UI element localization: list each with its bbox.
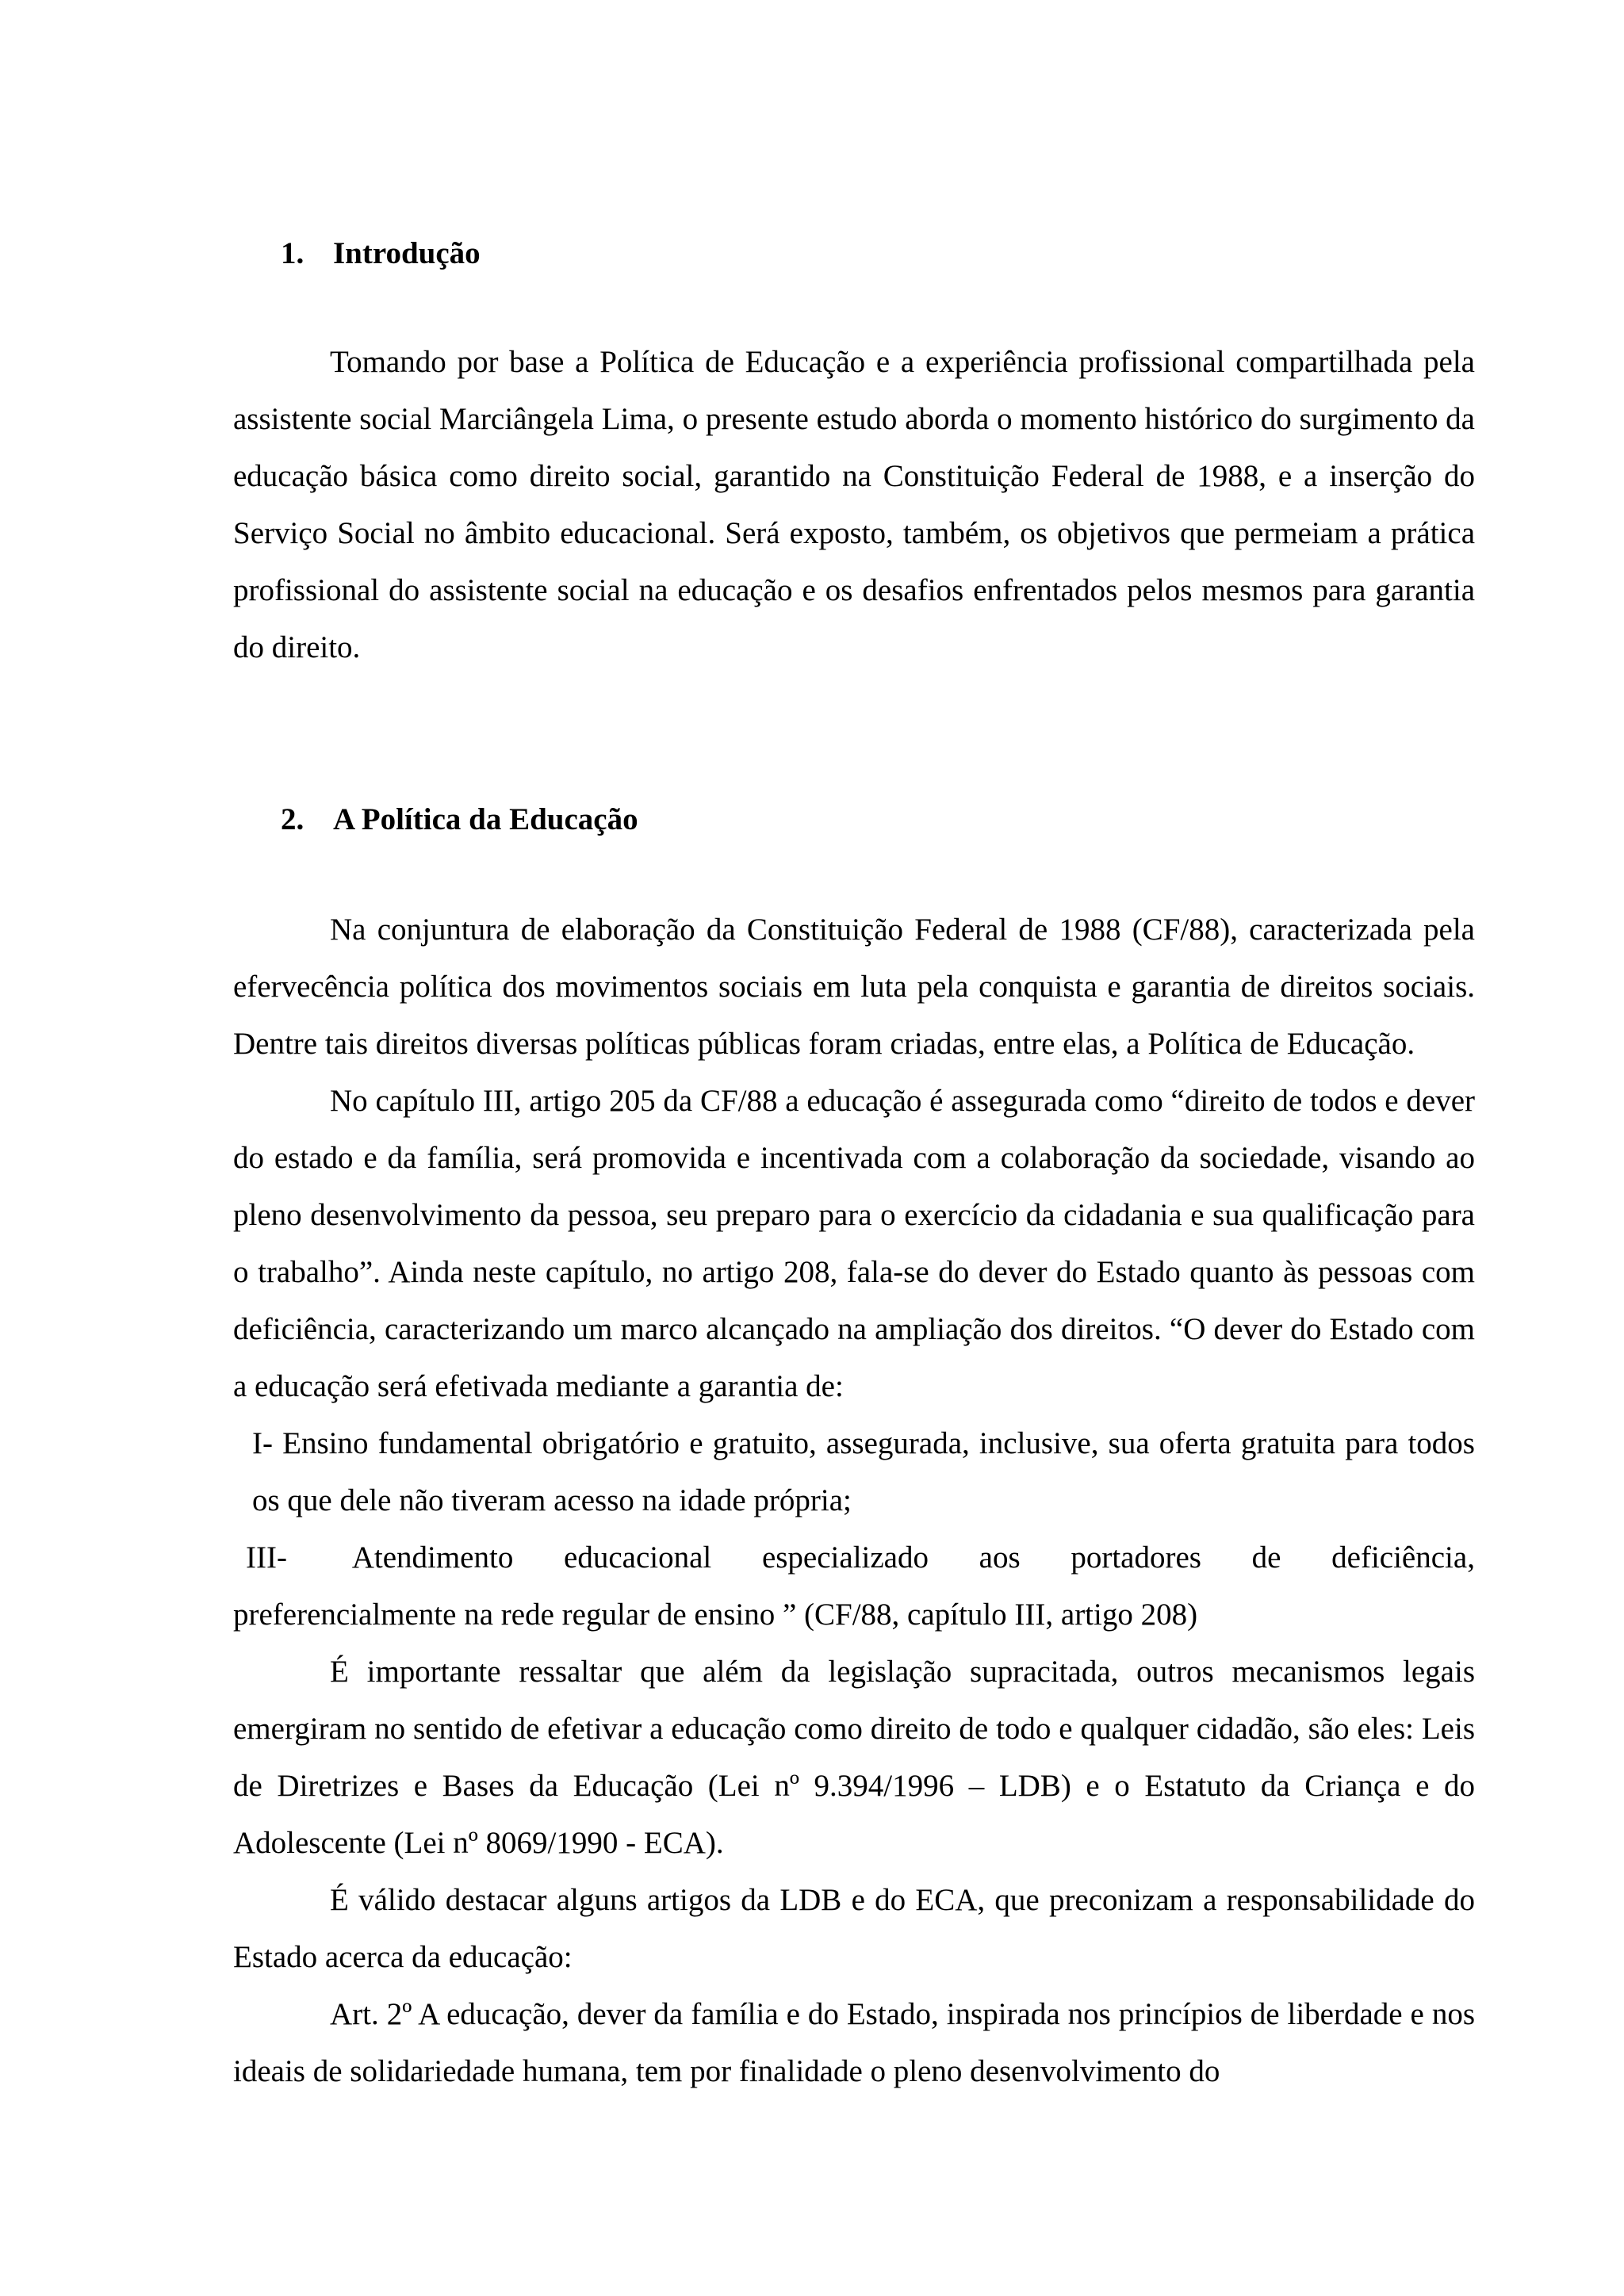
intro-paragraph: Tomando por base a Política de Educação e a experiência profissional compartilhada pela assistente social Marciângela Lima, o presente estudo aborda o momento histórico do surgimento da educação básica como direito social, garantido na Constituição Federal de 1988, e a inserção do Serviço Social no âmbito educacional. Será exposto, também, os objetivos que permeiam a prática profissional do assistente social na educação e os desafios enfrentados pelos mesmos para garantia do direito. [233, 345, 1475, 664]
paragraph: É importante ressaltar que além da legislação supracitada, outros mecanismos legais emergiram no sentido de efetivar a educação como direito de todo e qualquer cidadão, são eles: Leis de Diretrizes e Bases da Educação (Lei nº 9.394/1996 – LDB) e o Estatuto da Criança e do Adolescente (Lei nº 8069/1990 - ECA). [233, 1655, 1475, 1860]
word: deficiência, [1331, 1540, 1475, 1575]
word: aos [979, 1540, 1021, 1575]
paragraph: Art. 2º A educação, dever da família e do Estado, inspirada nos princípios de liberdade e nos ideais de solidariedade humana, tem por finalidade o pleno desenvolvimento do [233, 1997, 1475, 2088]
word: educacional [564, 1540, 712, 1575]
word: de [1251, 1540, 1281, 1575]
list-item-line [233, 1529, 1475, 1586]
paragraph: Na conjuntura de elaboração da Constituição Federal de 1988 (CF/88), caracterizada pela efervecência política dos movimentos sociais em luta pela conquista e garantia de direitos sociais. Dentre tais direitos diversas políticas públicas foram criadas, entre elas, a Política de Educação. [233, 913, 1475, 1061]
paragraph: No capítulo III, artigo 205 da CF/88 a educação é assegurada como “direito de todos e dever do estado e da família, será promovida e incentivada com a colaboração da sociedade, visando ao pleno desenvolvimento da pessoa, seu preparo para o exercício da cidadania e sua qualificação para o trabalho”. Ainda neste capítulo, no artigo 208, fala-se do dever do Estado quanto às pessoas com deficiência, caracterizando um marco alcançado na ampliação dos direitos. “O dever do Estado com a educação será efetivada mediante a garantia de: [233, 1084, 1475, 1403]
list-item: I- Ensino fundamental obrigatório e gratuito, assegurada, inclusive, sua oferta gratuita para todos os que dele não tiveram acesso na idade própria; [252, 1426, 1475, 1517]
section-number: 2. [281, 802, 304, 836]
list-marker: III- [246, 1540, 287, 1575]
section-heading-introducao [281, 225, 481, 282]
intro-body [233, 334, 1475, 676]
list-item-continuation: preferencialmente na rede regular de ensino ” (CF/88, capítulo III, artigo 208) [233, 1598, 1198, 1632]
section-heading-politica [281, 791, 638, 848]
word: Atendimento [351, 1540, 514, 1575]
politica-body [233, 901, 1475, 2100]
section-title: Introdução [333, 236, 481, 270]
section-title: A Política da Educação [333, 802, 638, 836]
word: portadores [1071, 1540, 1201, 1575]
section-number: 1. [281, 236, 304, 270]
word: especializado [761, 1540, 929, 1575]
paragraph: É válido destacar alguns artigos da LDB e do ECA, que preconizam a responsabilidade do Estado acerca da educação: [233, 1883, 1475, 1974]
